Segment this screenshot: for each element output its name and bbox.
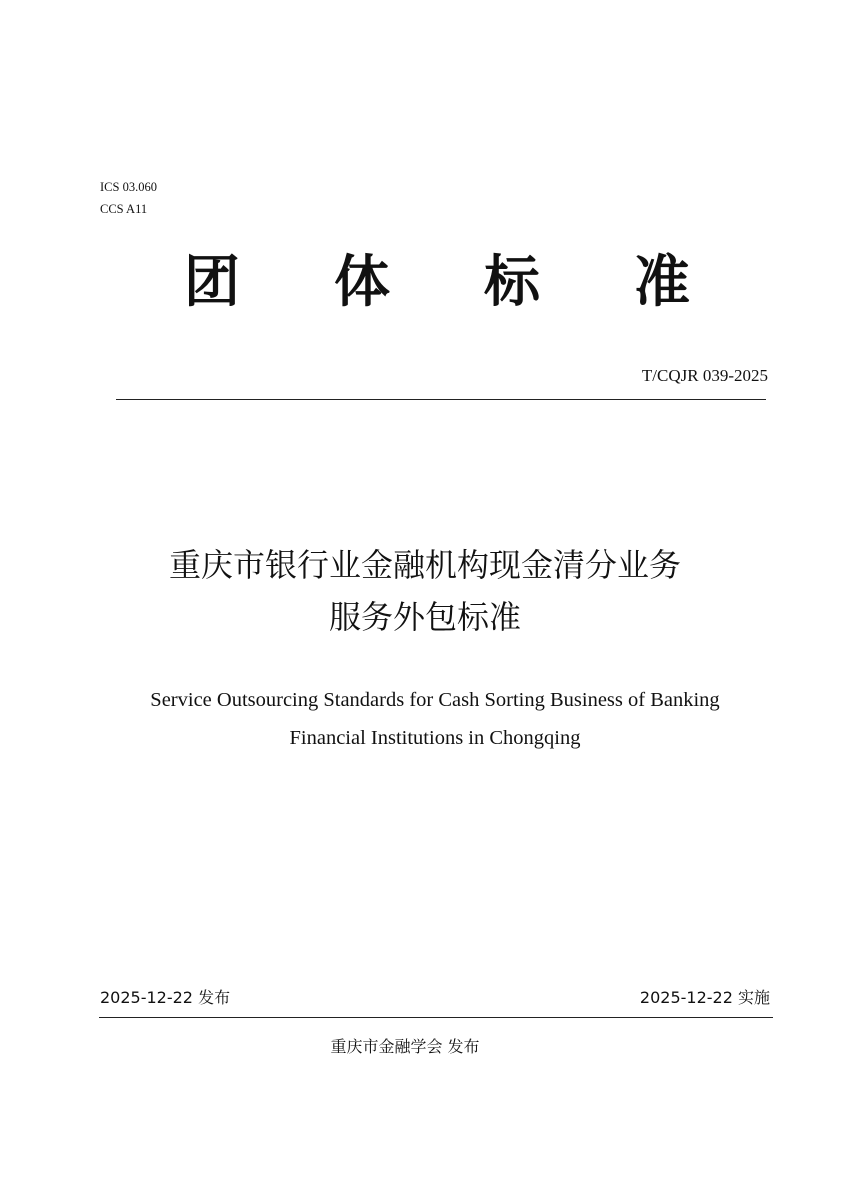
- heading-char-1: 团: [184, 250, 240, 315]
- classification-codes: [100, 176, 157, 220]
- implement-date: 2025-12-22 实施: [639, 988, 770, 1007]
- chinese-title: [0, 539, 850, 643]
- english-title: [0, 681, 850, 757]
- heading-char-2: 体: [334, 250, 390, 315]
- publish-date: 2025-12-22 发布: [100, 988, 231, 1007]
- bottom-divider: [99, 1017, 773, 1018]
- document-type-heading: [0, 246, 850, 320]
- heading-char-4: 准: [634, 250, 690, 315]
- top-divider: [116, 399, 766, 400]
- english-title-line-2: Financial Institutions in Chongqing: [289, 727, 581, 749]
- chinese-title-line-2: 服务外包标准: [328, 598, 521, 636]
- english-title-line-1: Service Outsourcing Standards for Cash Sorting Business of Banking: [150, 689, 720, 711]
- ics-code: ICS 03.060: [100, 180, 157, 194]
- ccs-code: CCS A11: [100, 202, 148, 216]
- chinese-title-line-1: 重庆市银行业金融机构现金清分业务: [168, 546, 681, 584]
- heading-char-3: 标: [484, 250, 540, 315]
- publisher-line: 重庆市金融学会 发布: [330, 1037, 480, 1056]
- standard-number: T/CQJR 039-2025: [641, 366, 768, 385]
